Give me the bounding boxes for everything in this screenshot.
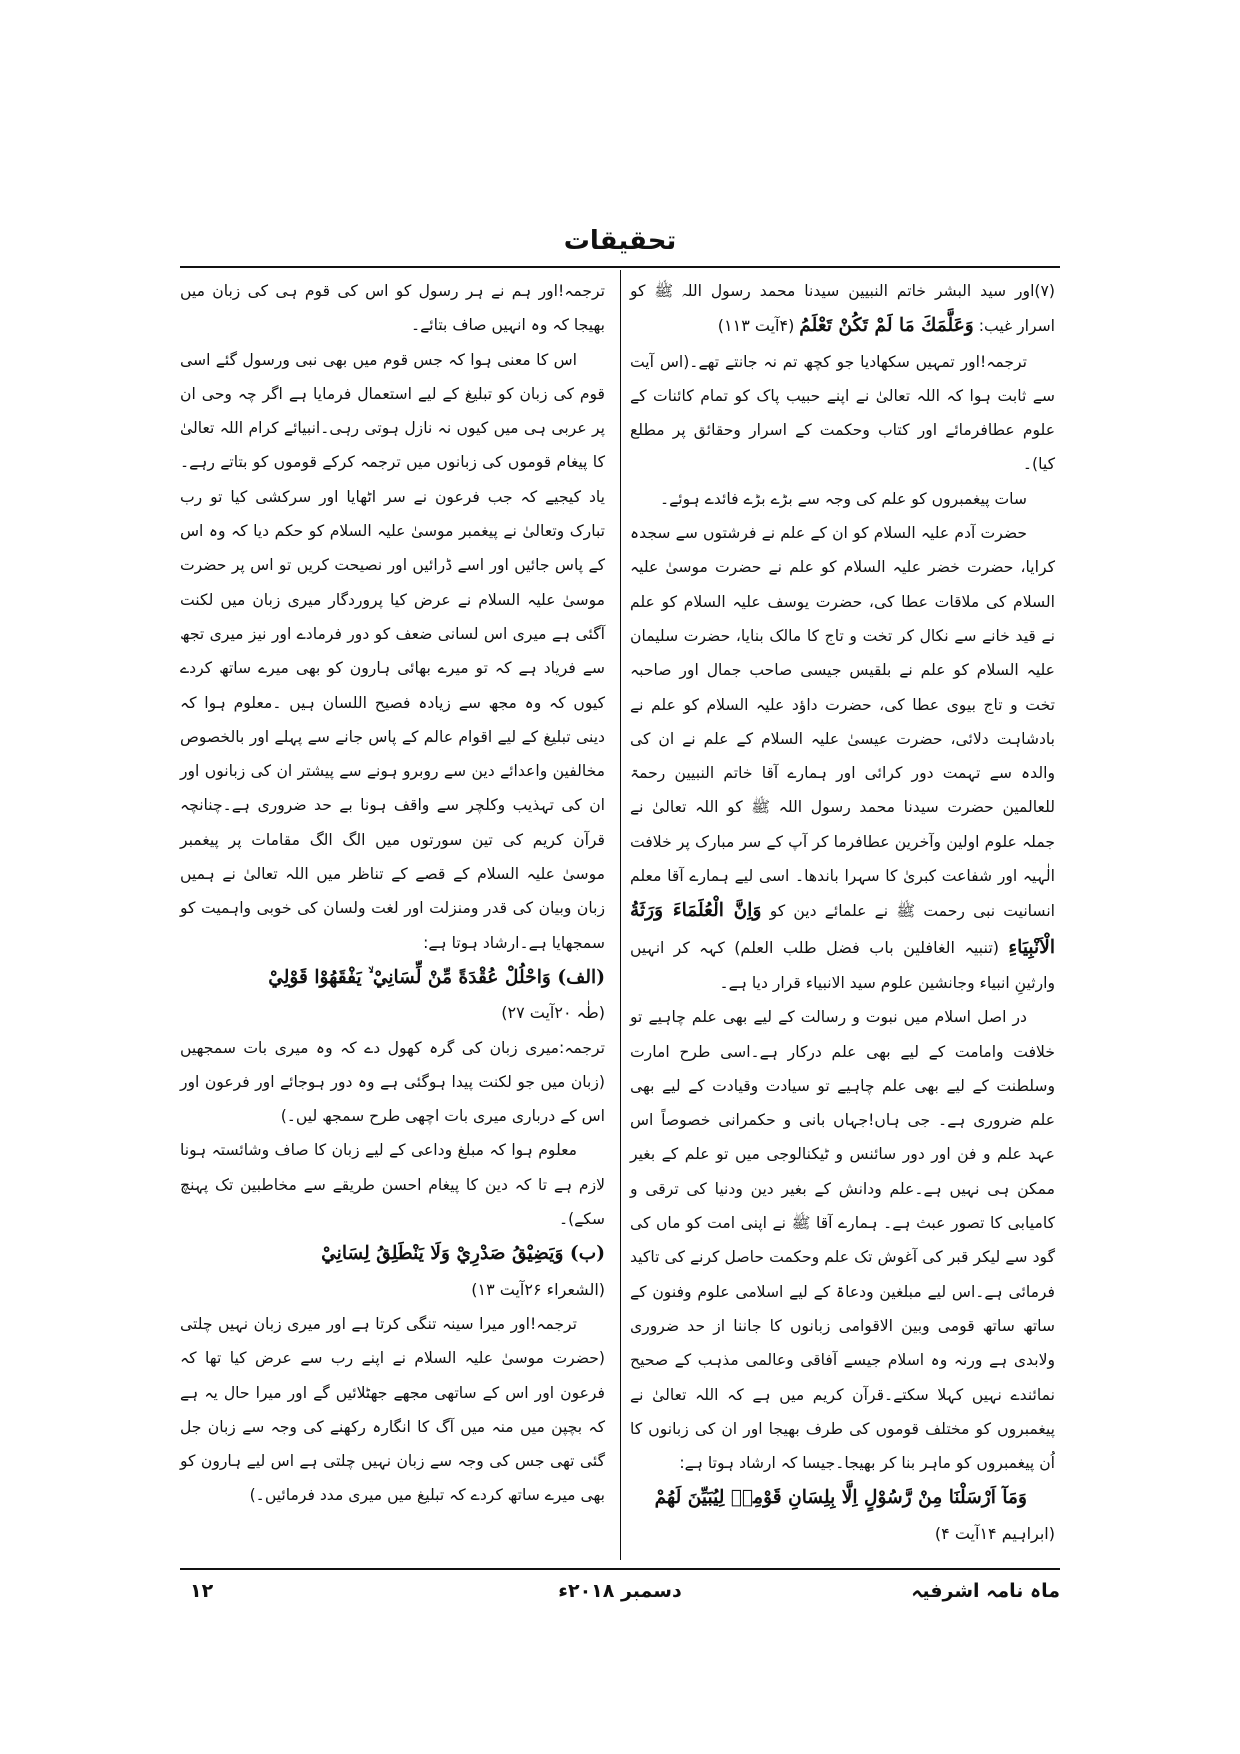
paragraph xyxy=(630,516,1055,1000)
paragraph-text: در اصل اسلام میں نبوت و رسالت کے لیے بھی علم چاہیے تو خلافت وامامت کے لیے بھی علم درکار ہے۔اسی طرح امارت وسلطنت کے لیے بھی علم چاہیے تو سیادت وقیادت کے لیے بھی علم ضروری ہے۔ جی ہاں!جہاں بانی و حکمرانی خصوصاً اس عہد علم و فن اور دور سائنس و ٹیکنالوجی میں تو علم کے بغیر ممکن ہی نہیں ہے۔علم ودانش کے بغیر دین ودنیا کی ترقی و کامیابی کا تصور عبث ہے۔ ہمارے آقا ﷺ نے اپنی امت کو ماں کی گود سے لیکر قبر کی آغوش تک علم وحکمت حاصل کرنے کی تاکید فرمائی ہے۔اس لیے مبلغین ودعاۃ کے لیے اسلامی علوم وفنون کے ساتھ ساتھ قومی وبین الاقوامی زبانوں کا جاننا از حد ضروری ولابدی ہے ورنہ وہ اسلام جیسے آفاقی وعالمی مذہب کے صحیح نمائندے نہیں کہلا سکتے۔قرآن کریم میں ہے کہ اللہ تعالیٰ نے پیغمبروں کو مختلف قوموں کی طرف بھیجا اور ان کی زبانوں کا اُن پیغمبروں کو ماہر بنا کر بھیجا۔جیسا کہ ارشاد ہوتا ہے: xyxy=(630,1008,1055,1473)
paragraph: اس کا معنی ہوا کہ جس قوم میں بھی نبی ورسول گئے اسی قوم کی زبان کو تبلیغ کے لیے استعمال فرمایا ہے اگر چہ وحی ان پر عربی ہی میں کیوں نہ نازل ہوتی رہی۔انبیائے کرام اللہ تعالیٰ کا پیغام قوموں کی زبانوں میں ترجمہ کرکے قوموں کو بتاتے رہے۔یاد کیجیے کہ جب فرعون نے سر اٹھایا اور سرکشی کیا تو رب تبارک وتعالیٰ نے پیغمبر موسیٰ علیہ السلام کو حکم دیا کہ وہ اس کے پاس جائیں اور اسے ڈرائیں اور نصیحت کریں تو اس پر حضرت موسیٰ علیہ السلام نے عرض کیا پروردگار میری زبان میں لکنت آگئی ہے میری اس لسانی ضعف کو دور فرمادے اور نیز میری تجھ سے فریاد ہے کہ تو میرے بھائی ہارون کو بھی میرے ساتھ کردے کیوں کہ وہ مجھ سے زیادہ فصیح اللسان ہیں ۔معلوم ہوا کہ دینی تبلیغ کے لیے اقوام عالم کے پاس جانے سے پہلے اور بالخصوص مخالفین واعدائے دین سے روبرو ہونے سے پیشتر ان کی زبانوں اور ان کی تہذیب وکلچر سے واقف ہونا بے حد ضروری ہے۔چنانچہ قرآن کریم کی تین سورتوں میں الگ الگ مقامات پر پیغمبر موسیٰ علیہ السلام کے قصے کے تناظر میں اللہ تعالیٰ نے ہمیں زبان وبیان کی قدر ومنزلت اور لغت ولسان کی خوبی واہمیت کو سمجھایا ہے۔ارشاد ہوتا ہے: xyxy=(180,350,605,952)
page-footer xyxy=(180,1580,1060,1620)
hadith-text: وَاِنَّ الْعُلَمَاءَ وَرَثَةُ الْاَنْبِيَاءِ xyxy=(630,900,1055,958)
page-number: ۱۲ xyxy=(190,1580,214,1602)
column-divider xyxy=(620,270,621,1560)
verse-block xyxy=(180,960,605,1031)
verse-reference: (ابراہیم ۱۴آیت ۴) xyxy=(934,1523,1055,1543)
paragraph: ترجمہ:میری زبان کی گرہ کھول دے کہ وہ میری بات سمجھیں (زبان میں جو لکنت پیدا ہوگئی ہے وہ دور ہوجائے اور فرعون اور اس کے درباری میری بات اچھی طرح سمجھ لیں۔) xyxy=(180,1038,605,1126)
right-column xyxy=(630,274,1055,1551)
paragraph-text: حضرت آدم علیہ السلام کو ان کے علم نے فرشتوں سے سجدہ کرایا، حضرت خضر علیہ السلام کو علم نے حضرت موسیٰ علیہ السلام کی ملاقات عطا کی، حضرت یوسف علیہ السلام کو علم نے قید خانے سے نکال کر تخت و تاج کا مالک بنایا، حضرت سلیمان علیہ السلام کو علم نے بلقیس جیسی صاحب جمال اور صاحبہ تخت و تاج بیوی عطا کی، حضرت داؤد علیہ السلام کو علم نے بادشاہت دلائی، حضرت عیسیٰ علیہ السلام کے علم نے ان کی والدہ سے تہمت دور کرائی اور ہمارے آقا خاتم النبیین رحمۃ للعالمین حضرت سیدنا محمد رسول اللہ ﷺ کو اللہ تعالیٰ نے جملہ علوم اولین وآخرین عطافرما کر آپ کے سر مبارک پر خلافت الٰہیہ اور شفاعت کبریٰ کا سہرا باندھا۔ اسی لیے ہمارے آقا معلم انسانیت نبی رحمت ﷺ نے علمائے دین کو xyxy=(630,524,1056,921)
paragraph: سات پیغمبروں کو علم کی وجہ سے بڑے بڑے فائدے ہوئے۔ xyxy=(659,489,1027,508)
verse-reference: (طٰہ ۲۰آیت ۲۷) xyxy=(501,1003,605,1023)
paragraph xyxy=(630,274,1055,345)
paragraph: ترجمہ!اور میرا سینہ تنگی کرتا ہے اور میری زبان نہیں چلتی (حضرت موسیٰ علیہ السلام نے اپنے رب سے عرض کیا تھا کہ فرعون اور اس کے ساتھی مجھے جھٹلائیں گے اور میرا حال یہ ہے کہ بچپن میں منہ میں آگ کا انگارہ رکھنے کی وجہ سے زبان جل گئی تھی جس کی وجہ سے زبان نہیں چلتی ہے اس لیے ہارون کو بھی میرے ساتھ کردے کہ تبلیغ میں میری مدد فرمائیں۔) xyxy=(180,1314,605,1505)
quran-verse: وَمَآ اَرْسَلْنَا مِنْ رَّسُوْلٍ اِلَّا بِلِسَانِ قَوْمِهٖ لِيُبَيِّنَ لَهُمْ xyxy=(654,1487,1027,1509)
paragraph-text: (۷)اور سید البشر خاتم النبیین سیدنا محمد رسول اللہ ﷺ کو اسرار غیب: xyxy=(630,282,1055,336)
paragraph xyxy=(630,1000,1055,1551)
quran-verse: (ب) وَيَضِيْقُ صَدْرِيْ وَلَا يَنْطَلِقُ لِسَانِيْ xyxy=(321,1243,605,1265)
paragraph-text: کہہ کر انہیں وارثینِ انبیاء وجانشین علوم سید الانبیاء قرار دیا ہے۔ xyxy=(630,938,1055,992)
left-column xyxy=(180,274,605,1513)
paragraph: ترجمہ!اور تمہیں سکھادیا جو کچھ تم نہ جانتے تھے۔(اس آیت سے ثابت ہوا کہ اللہ تعالیٰ نے اپنے حبیب پاک کو تمام کائنات کے علوم عطافرمائے اور کتاب وحکمت کے اسرار وحقائق پر مطلع کیا)۔ xyxy=(630,352,1055,474)
verse-block xyxy=(180,1236,605,1307)
footer-rule xyxy=(180,1568,1060,1570)
paragraph: ترجمہ!اور ہم نے ہر رسول کو اس کی قوم ہی کی زبان میں بھیجا کہ وہ انہیں صاف بتائے۔ xyxy=(180,282,605,335)
magazine-name: ماہ نامہ اشرفیہ xyxy=(911,1580,1060,1602)
issue-date: دسمبر ۲۰۱۸ء xyxy=(558,1580,682,1602)
header-rule xyxy=(180,266,1060,268)
paragraph: معلوم ہوا کہ مبلغ وداعی کے لیے زبان کا صاف وشائستہ ہونا لازم ہے تا کہ دین کا پیغام احسن طریقے سے مخاطبین تک پہنچ سکے)۔ xyxy=(180,1141,605,1229)
section-title: تحقیقات xyxy=(563,226,677,256)
quran-verse: (الف) وَاحْلُلْ عُقْدَةً مِّنْ لِّسَانِيْ ۙ يَفْقَهُوْا قَوْلِيْ xyxy=(268,966,605,988)
verse-reference: (۴آیت ۱۱۳) xyxy=(717,316,795,336)
verse-reference: (الشعراء ۲۶آیت ۱۳) xyxy=(471,1279,605,1299)
hadith-citation: (تنبیہ الغافلین باب فضل طلب العلم) xyxy=(734,937,1000,957)
quran-verse: وَعَلَّمَكَ مَا لَمْ تَكُنْ تَعْلَمُ xyxy=(799,315,974,337)
